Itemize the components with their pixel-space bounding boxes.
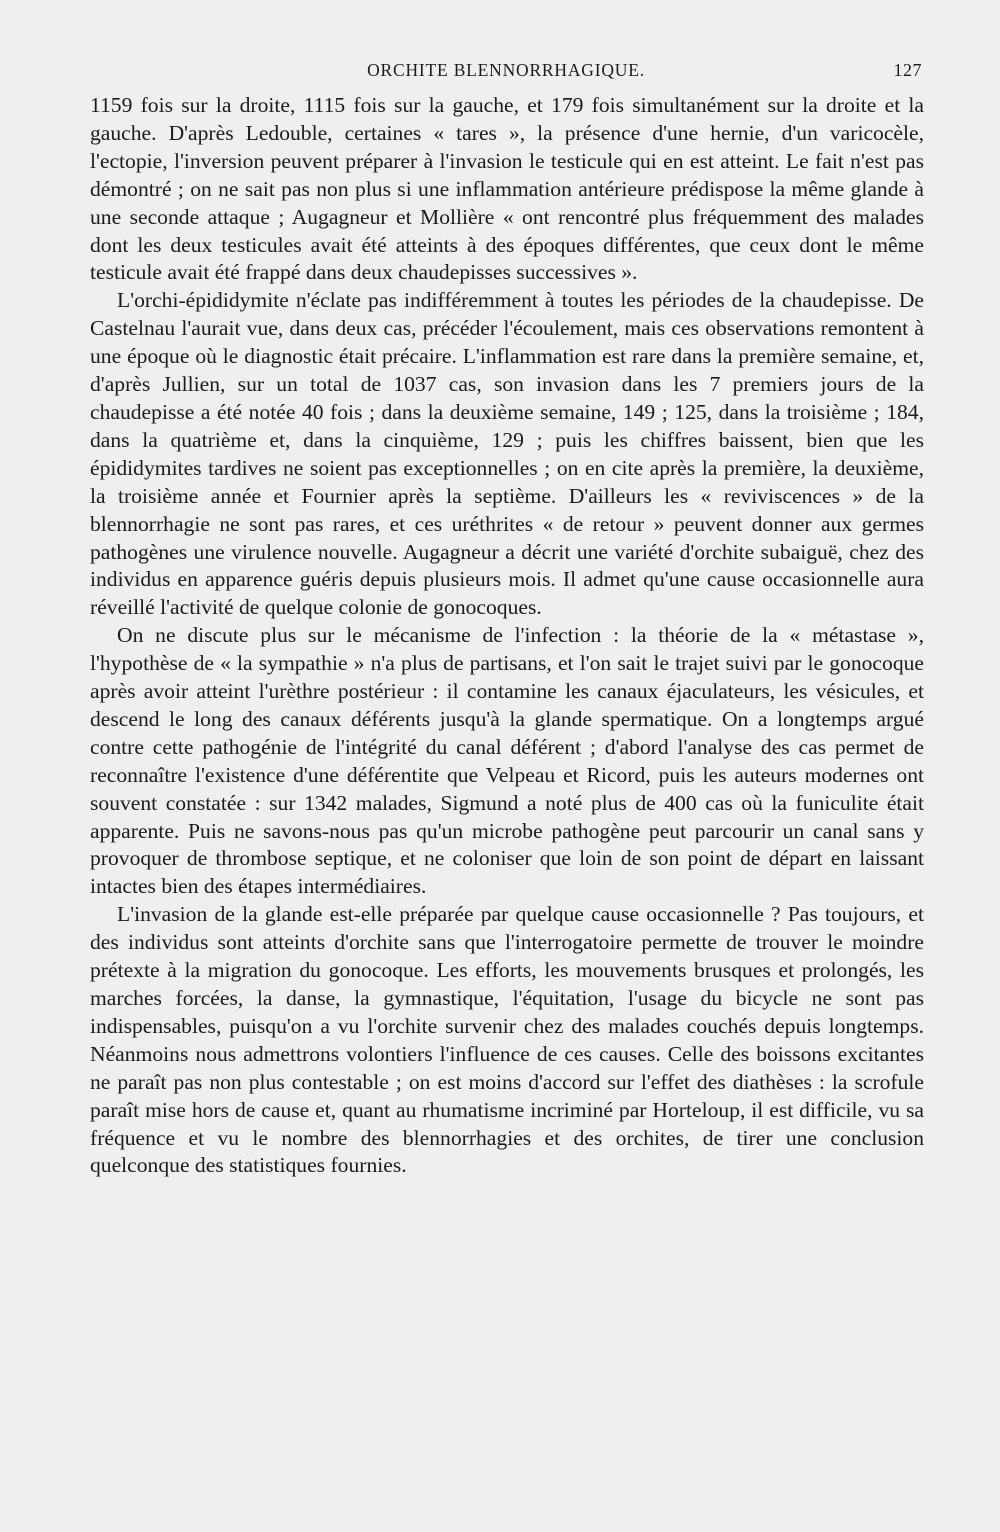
- paragraph: L'orchi-épididymite n'éclate pas indifféremment à toutes les périodes de la chaudepisse. De Castelnau l'aurait vue, dans deux cas, précéder l'écoulement, mais ces observations remontent à une époque où le diagnostic était précaire. L'inflammation est rare dans la première semaine, et, d'après Jullien, sur un total de 1037 cas, son invasion dans les 7 premiers jours de la chaudepisse a été notée 40 fois ; dans la deuxième semaine, 149 ; 125, dans la troisième ; 184, dans la quatrième et, dans la cinquième, 129 ; puis les chiffres baissent, bien que les épididymites tardives ne soient pas exceptionnelles ; on en cite après la première, la deuxième, la troisième année et Fournier après la septième. D'ailleurs les « reviviscences » de la blennorrhagie ne sont pas rares, et ces uréthrites « de retour » peuvent donner aux germes pathogènes une virulence nouvelle. Augagneur a décrit une variété d'orchite subaiguë, chez des individus en apparence guéris depuis plusieurs mois. Il admet qu'une cause occasionnelle aura réveillé l'activité de quelque colonie de gonocoques.: [90, 288, 924, 620]
- paragraph: 1159 fois sur la droite, 1115 fois sur la gauche, et 179 fois simultanément sur la droite et la gauche. D'après Ledouble, certaines « tares », la présence d'une hernie, d'un varicocèle, l'ectopie, l'inversion peuvent préparer à l'invasion le testicule qui en est atteint. Le fait n'est pas démontré ; on ne sait pas non plus si une inflammation antérieure prédispose la même glande à une seconde attaque ; Augagneur et Mollière « ont rencontré plus fréquemment des malades dont les deux testicules avait été atteints à des époques différentes, que ceux dont le même testicule avait été frappé dans deux chaudepisses successives ».: [90, 93, 924, 285]
- page-number: 127: [893, 60, 922, 80]
- body-text: [90, 92, 924, 1180]
- paragraph: L'invasion de la glande est-elle préparée par quelque cause occasionnelle ? Pas toujours, et des individus sont atteints d'orchite sans que l'interrogatoire permette de trouver le moindre prétexte à la migration du gonocoque. Les efforts, les mouvements brusques et prolongés, les marches forcées, la danse, la gymnastique, l'équitation, l'usage du bicycle ne sont pas indispensables, puisqu'on a vu l'orchite survenir chez des malades couchés depuis longtemps. Néanmoins nous admettrons volontiers l'influence de ces causes. Celle des boissons excitantes ne paraît pas non plus contestable ; on est moins d'accord sur l'effet des diathèses : la scrofule paraît mise hors de cause et, quant au rhumatisme incriminé par Horteloup, il est difficile, vu sa fréquence et vu le nombre des blennorrhagies et des orchites, de tirer une conclusion quelconque des statistiques fournies.: [90, 902, 924, 1178]
- running-title: ORCHITE BLENNORRHAGIQUE.: [367, 60, 645, 80]
- paragraph: On ne discute plus sur le mécanisme de l'infection : la théorie de la « métastase », l'hypothèse de « la sympathie » n'a plus de partisans, et l'on sait le trajet suivi par le gonocoque après avoir atteint l'urèthre postérieur : il contamine les canaux éjaculateurs, les vésicules, et descend le long des canaux déférents jusqu'à la glande spermatique. On a longtemps argué contre cette pathogénie de l'intégrité du canal déférent ; d'abord l'analyse des cas permet de reconnaître l'existence d'une déférentite que Velpeau et Ricord, puis les auteurs modernes ont souvent constatée : sur 1342 malades, Sigmund a noté plus de 400 cas où la funiculite était apparente. Puis ne savons-nous pas qu'un microbe pathogène peut parcourir un canal sans y provoquer de thrombose septique, et ne coloniser que loin de son point de départ en laissant intactes bien des étapes intermédiaires.: [90, 623, 924, 899]
- running-head: [90, 58, 922, 84]
